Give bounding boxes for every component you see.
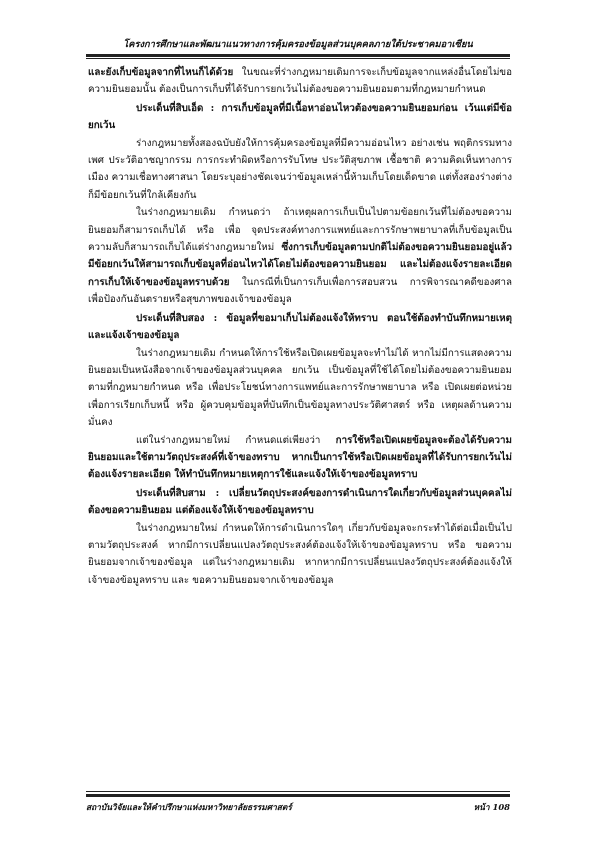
section-heading: ประเด็นที่สิบเอ็ด : การเก็บข้อมูลที่มีเนื้อหาอ่อนไหวต้องขอความยินยอมก่อน เว้นแต่มีข้อยกเว้น bbox=[88, 102, 512, 132]
paragraph: ร่างกฎหมายทั้งสองฉบับยังให้การคุ้มครองข้อมูลที่มีความอ่อนไหว อย่างเช่น พฤติกรรมทางเพศ ประวัติอาชญากรรม การกระทำผิดหรือการรับโทษ ประวัติสุขภาพ เชื้อชาติ ความคิดเห็นทางการเมือง ความเชื่อทางศาสนา โดยระบุอย่างชัดเจนว่าข้อมูลเหล่านี้ห้ามเก็บโดยเด็ดขาด แต่ทั้งสองร่างต่างก็มีข้อยกเว้นที่ใกล้เคียงกัน bbox=[88, 137, 512, 201]
document-body bbox=[88, 64, 512, 774]
paragraph-bold-text: และยังเก็บข้อมูลจากที่ไหนก็ได้ด้วย bbox=[88, 67, 234, 78]
header-divider-thin bbox=[86, 58, 510, 59]
paragraph-text: แต่ในร่างกฎหมายใหม่ กำหนดแต่เพียงว่า bbox=[136, 434, 336, 446]
paragraph-text: ในร่างกฎหมายเดิม กำหนดว่า ถ้าเหตุผลการเก็บเป็นไปตามข้อยกเว้นที่ไม่ต้องขอความยินยอมก็สามารถเก็บได้ หรือ เพื่อ จุดประสงค์ทางการแพทย์และการรักษาพยาบาลที่เก็บข้อมูลเป็นความลับก็สามารถเก็บได้แต่ร่างกฎหมายใหม่ bbox=[88, 207, 512, 254]
paragraph bbox=[88, 432, 512, 484]
paragraph-bold-text: การใช้หรือเปิดเผยข้อมูลจะต้องได้รับความยินยอมและใช้ตามวัตถุประสงค์ที่เจ้าของทราบ หากเป็นการใช้หรือเปิดเผยข้อมูลที่ได้รับการยกเว้นไม่ต้องแจ้งรายละเอียด ให้ทำบันทึกหมายเหตุการใช้และแจ้งให้เจ้าของข้อมูลทราบ bbox=[88, 434, 512, 481]
paragraph-bold-text: ซึ่งการเก็บข้อมูลตามปกติไม่ต้องขอความยินยอมอยู่แล้ว มีข้อยกเว้นให้สามารถเก็บข้อมูลที่อ่อนไหวได้โดยไม่ต้องขอความยินยอม และไม่ต้องแจ้งรายละเอียดการเก็บให้เจ้าของข้อมูลทราบด้วย bbox=[88, 242, 512, 288]
paragraph: ในร่างกฎหมายใหม่ กำหนดให้การดำเนินการใดๆ เกี่ยวกับข้อมูลจะกระทำได้ต่อเมื่อเป็นไปตามวัตถุประสงค์ หากมีการเปลี่ยนแปลงวัตถุประสงค์ต้องแจ้งให้เจ้าของข้อมูลทราบ หรือ ขอความยินยอมจากเจ้าของข้อมูล แต่ในร่างกฎหมายเดิม หากหากมีการเปลี่ยนแปลงวัตถุประสงค์ต้องแจ้งให้เจ้าของข้อมูลทราบ และ ขอความยินยอมจากเจ้าของข้อมูล bbox=[88, 522, 512, 586]
page-header-title: โครงการศึกษาและพัฒนาแนวทางการคุ้มครองข้อมูลส่วนบุคคลภายใต้ประชาคมอาเซียน bbox=[123, 39, 473, 50]
paragraph-text: ในกรณีที่เป็นการเก็บเพื่อการสอบสวน การพิจารณาคดีของศาล เพื่อป้องกันอันตรายหรือสุขภาพของเจ้าของข้อมูล bbox=[88, 276, 512, 306]
paragraph bbox=[88, 204, 512, 308]
page-number: หน้า 108 bbox=[473, 802, 510, 812]
section-heading: ประเด็นที่สิบสอง : ข้อมูลที่ขอมาเก็บไม่ต้องแจ้งให้ทราบ ตอนใช้ต้องทำบันทึกหมายเหตุและแจ้งเจ้าของข้อมูล bbox=[88, 312, 512, 342]
paragraph bbox=[88, 64, 512, 99]
section-heading: ประเด็นที่สิบสาม : เปลี่ยนวัตถุประสงค์ของการดำเนินการใดเกี่ยวกับข้อมูลส่วนบุคคลไม่ต้องขอความยินยอม แต่ต้องแจ้งให้เจ้าของข้อมูลทราบ bbox=[88, 487, 512, 517]
paragraph: ในร่างกฎหมายเดิม กำหนดให้การใช้หรือเปิดเผยข้อมูลจะทำไม่ได้ หากไม่มีการแสดงความยินยอมเป็นหนังสือจากเจ้าของข้อมูลส่วนบุคคล ยกเว้น เป็นข้อมูลที่ใช้ได้โดยไม่ต้องขอความยินยอมตามที่กฎหมายกำหนด หรือ เพื่อประโยชน์ทางการแพทย์และการรักษาพยาบาล หรือ เปิดเผยต่อหน่วย เพื่อการเรียกเก็บหนี้ หรือ ผู้ควบคุมข้อมูลที่บันทึกเป็นข้อมูลทางประวัติศาสตร์ หรือ เหตุผลด้านความมั่นคง bbox=[88, 347, 512, 429]
footer-divider-thin bbox=[86, 791, 510, 792]
footer-divider bbox=[86, 794, 510, 797]
header-divider bbox=[86, 54, 510, 57]
footer-institute: สถาบันวิจัยและให้คำปรึกษาแห่งมหาวิทยาลัยธรรมศาสตร์ bbox=[86, 802, 292, 812]
paragraph-text: ในขณะที่ร่างกฎหมายเดิมการจะเก็บข้อมูลจากแหล่งอื่นโดยไม่ขอความยินยอมนั้น ต้องเป็นการเก็บที่ได้รับการยกเว้นไม่ต้องขอความยินยอมตามที่กฎหมายกำหนด bbox=[88, 67, 512, 96]
page-footer bbox=[86, 800, 510, 814]
